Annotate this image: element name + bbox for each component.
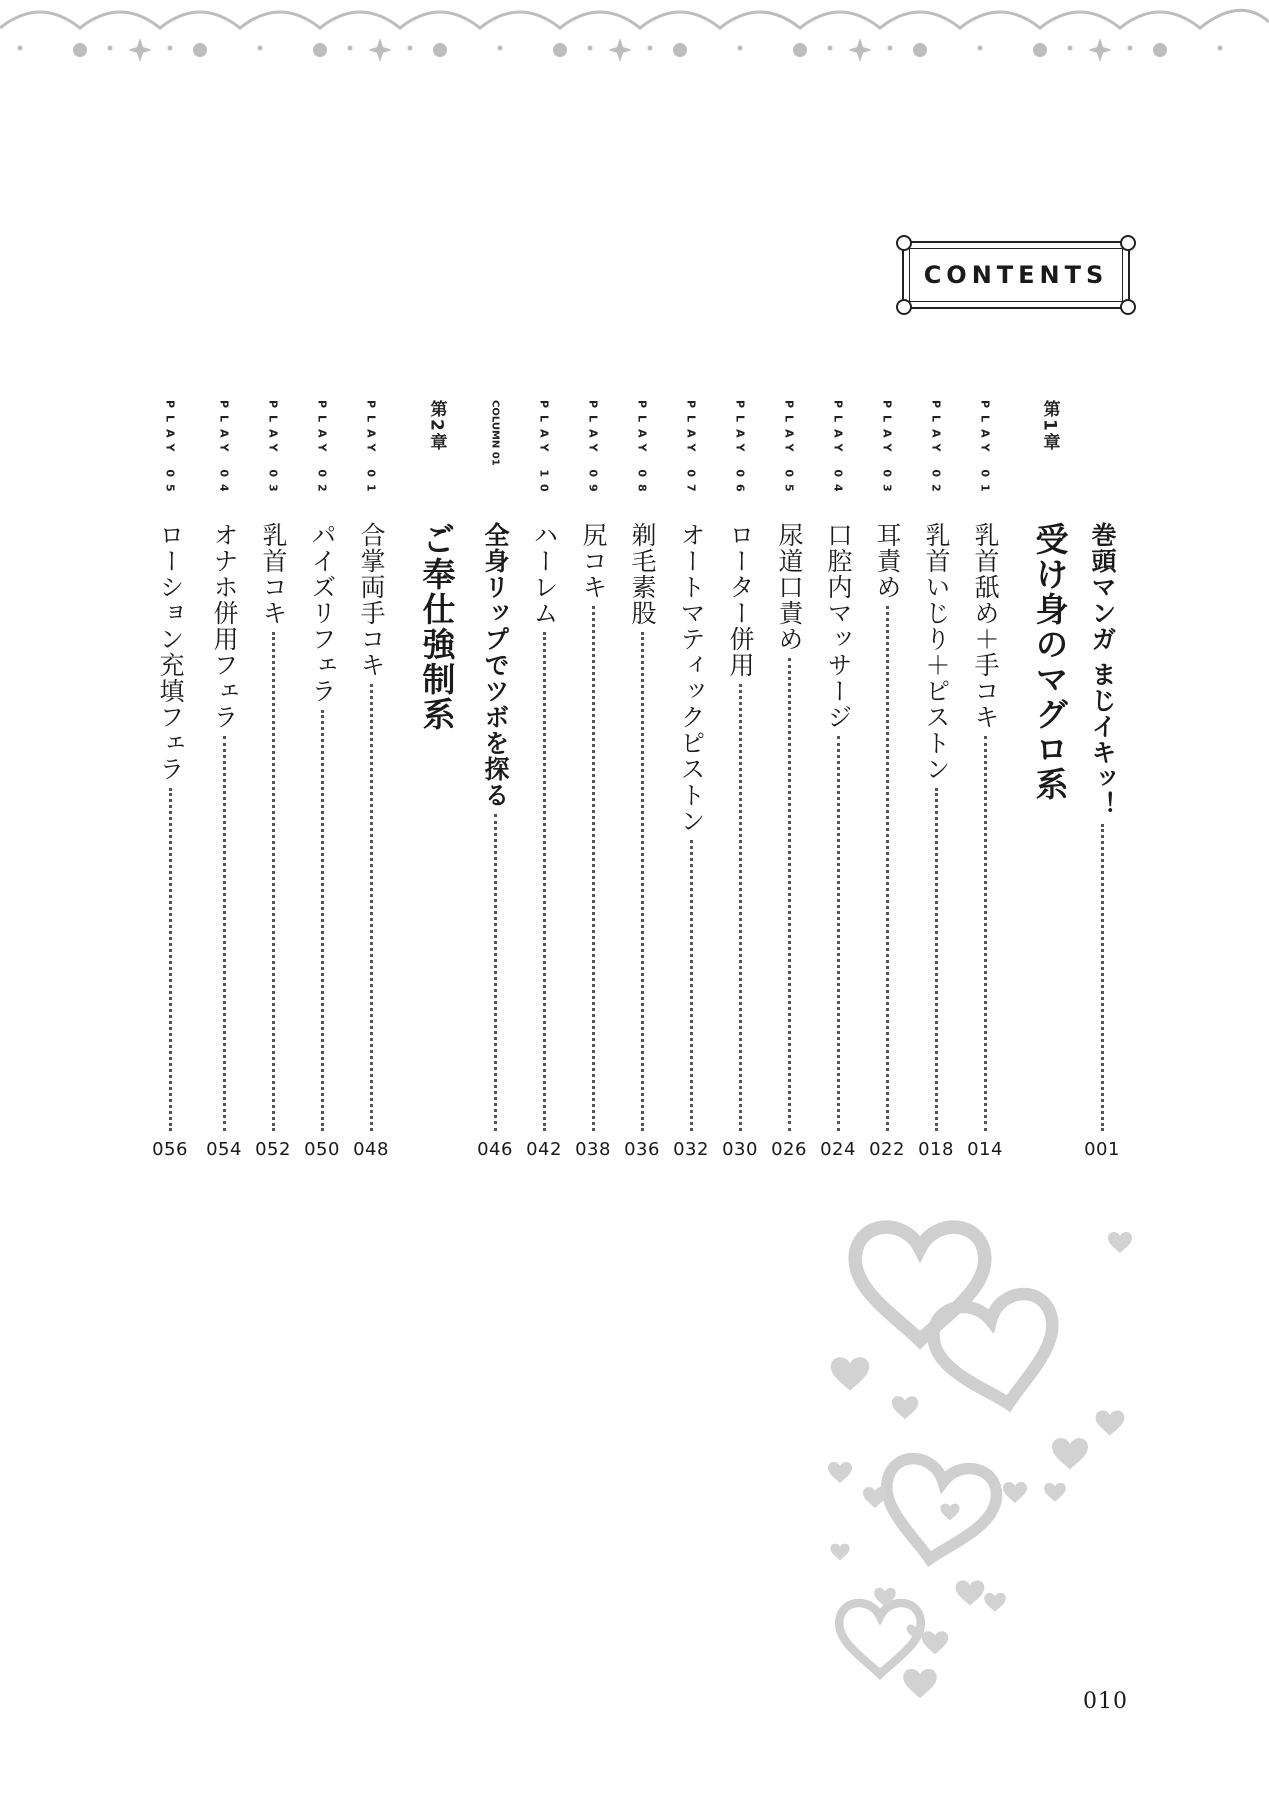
chapter-title: ご奉仕強制系 (417, 522, 457, 732)
dot-leader (935, 788, 938, 1131)
toc-entry (1082, 400, 1122, 1160)
dot-leader (592, 606, 595, 1131)
entry-label: PLAY 03 (880, 400, 894, 499)
contents-title: CONTENTS (923, 261, 1109, 289)
dot-leader (272, 632, 275, 1131)
entry-page-number: 036 (624, 1139, 660, 1160)
entry-page-number: 052 (255, 1139, 291, 1160)
entry-label: PLAY 08 (635, 400, 649, 499)
entry-title: 乳首舐め＋手コキ (971, 522, 1000, 730)
entry-page-number: 018 (918, 1139, 954, 1160)
contents-heading-frame (902, 241, 1130, 309)
entry-title: オートマティックピストン (677, 522, 706, 834)
entry-title: 巻頭マンガ まじイキッ！ (1088, 522, 1117, 818)
toc-chapter-heading (1030, 400, 1070, 1160)
entry-label: PLAY 02 (929, 400, 943, 499)
entry-label: PLAY 05 (782, 400, 796, 499)
chapter-number: 第2章 (426, 400, 447, 452)
dot-leader (494, 814, 497, 1131)
entry-page-number: 056 (152, 1139, 188, 1160)
dot-leader (169, 788, 172, 1131)
entry-title: 全身リップでツボを探る (481, 522, 510, 808)
entry-title: パイズリフェラ (308, 522, 337, 704)
page-number: 010 (1083, 1689, 1128, 1714)
entry-page-number: 022 (869, 1139, 905, 1160)
entry-title: 耳責め (873, 522, 902, 600)
toc-entry (671, 400, 711, 1160)
dot-leader (886, 606, 889, 1131)
dot-leader (690, 840, 693, 1131)
toc-entry (204, 400, 244, 1160)
entry-title: オナホ併用フェラ (210, 522, 239, 730)
frame-corner-ornament (1120, 235, 1136, 251)
hearts-decoration (820, 1190, 1190, 1710)
dot-leader (321, 710, 324, 1131)
dot-leader (370, 684, 373, 1131)
entry-label: COLUMN 01 (489, 400, 501, 466)
entry-page-number: 038 (575, 1139, 611, 1160)
dot-leader (984, 736, 987, 1131)
entry-title: 口腔内マッサージ (824, 522, 853, 730)
chapter-title: 受け身のマグロ系 (1030, 522, 1070, 802)
entry-page-number: 050 (304, 1139, 340, 1160)
toc-entry (965, 400, 1005, 1160)
entry-title: ハーレム (530, 522, 559, 626)
toc-entry (769, 400, 809, 1160)
entry-page-number: 001 (1084, 1139, 1120, 1160)
entry-label: PLAY 10 (537, 400, 551, 499)
toc-entry (720, 400, 760, 1160)
dot-leader (837, 736, 840, 1131)
lace-border-ornament (0, 0, 1269, 80)
dot-leader (1101, 824, 1104, 1131)
entry-label: PLAY 06 (733, 400, 747, 499)
entry-page-number: 046 (477, 1139, 513, 1160)
frame-corner-ornament (896, 299, 912, 315)
toc-entry (573, 400, 613, 1160)
entry-label: PLAY 09 (586, 400, 600, 499)
entry-title: 合掌両手コキ (357, 522, 386, 678)
toc-entry (524, 400, 564, 1160)
frame-corner-ornament (1120, 299, 1136, 315)
entry-label: PLAY 07 (684, 400, 698, 499)
dot-leader (223, 736, 226, 1131)
toc-entry (150, 400, 190, 1160)
entry-label: PLAY 02 (315, 400, 329, 499)
dot-leader (641, 632, 644, 1131)
toc-entry (916, 400, 956, 1160)
chapter-number: 第1章 (1039, 400, 1060, 452)
toc-entry (475, 400, 515, 1160)
frame-corner-ornament (896, 235, 912, 251)
entry-page-number: 032 (673, 1139, 709, 1160)
entry-page-number: 026 (771, 1139, 807, 1160)
entry-page-number: 030 (722, 1139, 758, 1160)
entry-title: 乳首コキ (259, 522, 288, 626)
entry-page-number: 014 (967, 1139, 1003, 1160)
toc-entry (867, 400, 907, 1160)
entry-page-number: 054 (206, 1139, 242, 1160)
entry-label: PLAY 04 (217, 400, 231, 499)
entry-page-number: 024 (820, 1139, 856, 1160)
entry-page-number: 048 (353, 1139, 389, 1160)
dot-leader (543, 632, 546, 1131)
entry-page-number: 042 (526, 1139, 562, 1160)
dot-leader (788, 658, 791, 1131)
entry-title: 尿道口責め (775, 522, 804, 652)
entry-label: PLAY 01 (364, 400, 378, 499)
entry-label: PLAY 03 (266, 400, 280, 499)
entry-title: ローター併用 (726, 522, 755, 678)
toc-chapter-heading (417, 400, 457, 1160)
entry-title: 尻コキ (579, 522, 608, 600)
entry-label: PLAY 01 (978, 400, 992, 499)
entry-title: ローション充填フェラ (156, 522, 185, 782)
dot-leader (739, 684, 742, 1131)
toc-entry (818, 400, 858, 1160)
toc-entry (622, 400, 662, 1160)
toc-entry (351, 400, 391, 1160)
entry-title: 乳首いじり＋ピストン (922, 522, 951, 782)
entry-label: PLAY 04 (831, 400, 845, 499)
entry-title: 剃毛素股 (628, 522, 657, 626)
toc-entry (253, 400, 293, 1160)
entry-label: PLAY 05 (163, 400, 177, 499)
toc-entry (302, 400, 342, 1160)
